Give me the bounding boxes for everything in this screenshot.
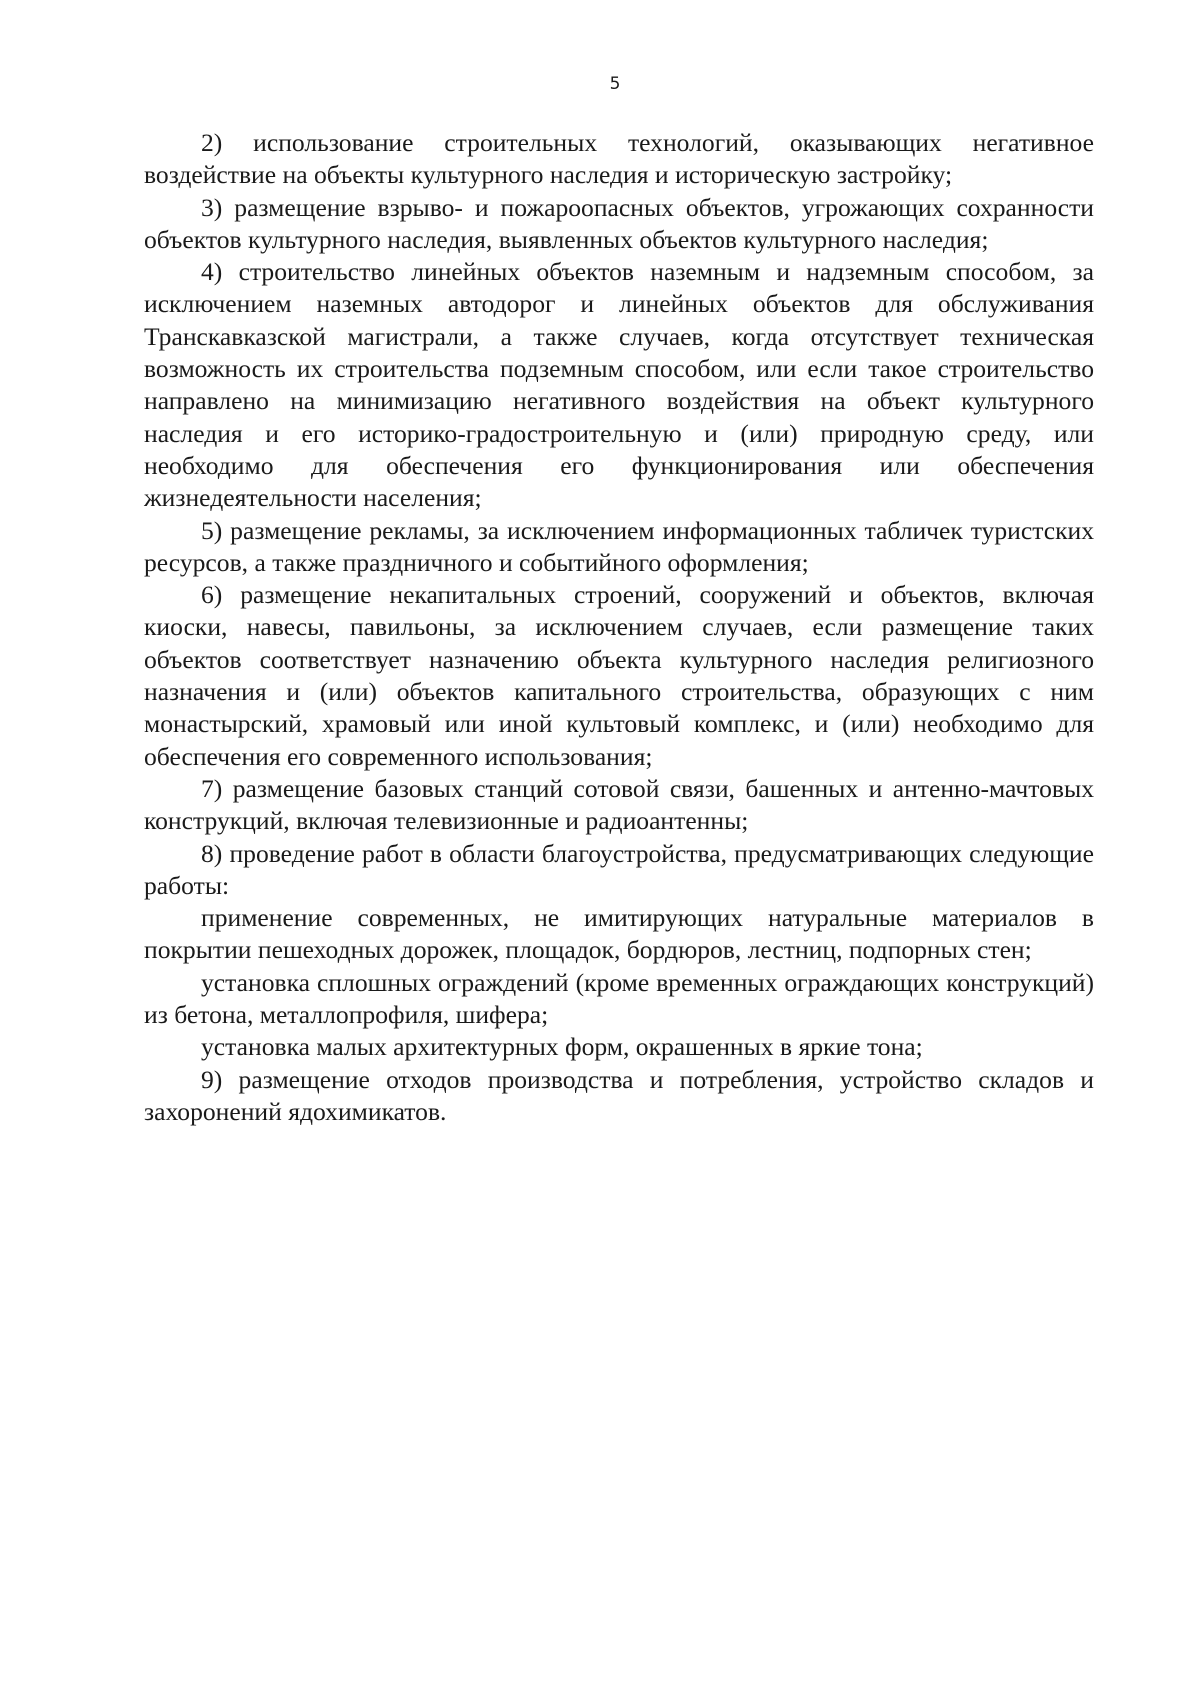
list-item-8: 8) проведение работ в области благоустройства, предусматривающих следующие работы: xyxy=(144,838,1094,900)
sub-item-fencing: установка сплошных ограждений (кроме временных ограждающих конструкций) из бетона, металлопрофиля, шифера; xyxy=(144,967,1094,1030)
list-item-5: 5) размещение рекламы, за исключением информационных табличек туристских ресурсов, а также праздничного и событийного оформления; xyxy=(144,515,1094,577)
sub-item-paving: применение современных, не имитирующих натуральные материалов в покрытии пешеходных дорожек, площадок, бордюров, лестниц, подпорных стен; xyxy=(144,903,1094,965)
sub-item-small-forms: установка малых архитектурных форм, окрашенных в яркие тона; xyxy=(201,1032,923,1062)
list-item-3: 3) размещение взрыво- и пожароопасных объектов, угрожающих сохранности объектов культурного наследия, выявленных объектов культурного наследия; xyxy=(144,192,1094,254)
list-item-4: 4) строительство линейных объектов наземным и надземным способом, за исключением наземных автодорог и линейных объектов для обслуживания Транскавказской магистрали, а также случаев, когда отсутствует техническая возможность их строительства подземным способом, или если такое строительство направлено на минимизацию негативного воздействия на объект культурного наследия и его историко-градостроительную и (или) природную среду, или необходимо для обеспечения его функционирования или обеспечения жизнедеятельности населения; xyxy=(144,257,1094,513)
list-item-6: 6) размещение некапитальных строений, сооружений и объектов, включая киоски, навесы, павильоны, за исключением случаев, если размещение таких объектов соответствует назначению объекта культурного наследия религиозного назначения и (или) объектов капитального строительства, образующих с ним монастырский, храмовый или иной культовый комплекс, и (или) необходимо для обеспечения его современного использования; xyxy=(144,580,1094,771)
list-item-2: 2) использование строительных технологий, оказывающих негативное воздействие на объекты культурного наследия и историческую застройку; xyxy=(144,128,1094,190)
list-item-9: 9) размещение отходов производства и потребления, устройство складов и захоронений ядохимикатов. xyxy=(144,1064,1094,1126)
list-item-7: 7) размещение базовых станций сотовой связи, башенных и антенно-мачтовых конструкций, включая телевизионные и радиоантенны; xyxy=(144,773,1094,836)
document-body xyxy=(144,127,1094,1128)
page-number: 5 xyxy=(609,74,621,94)
